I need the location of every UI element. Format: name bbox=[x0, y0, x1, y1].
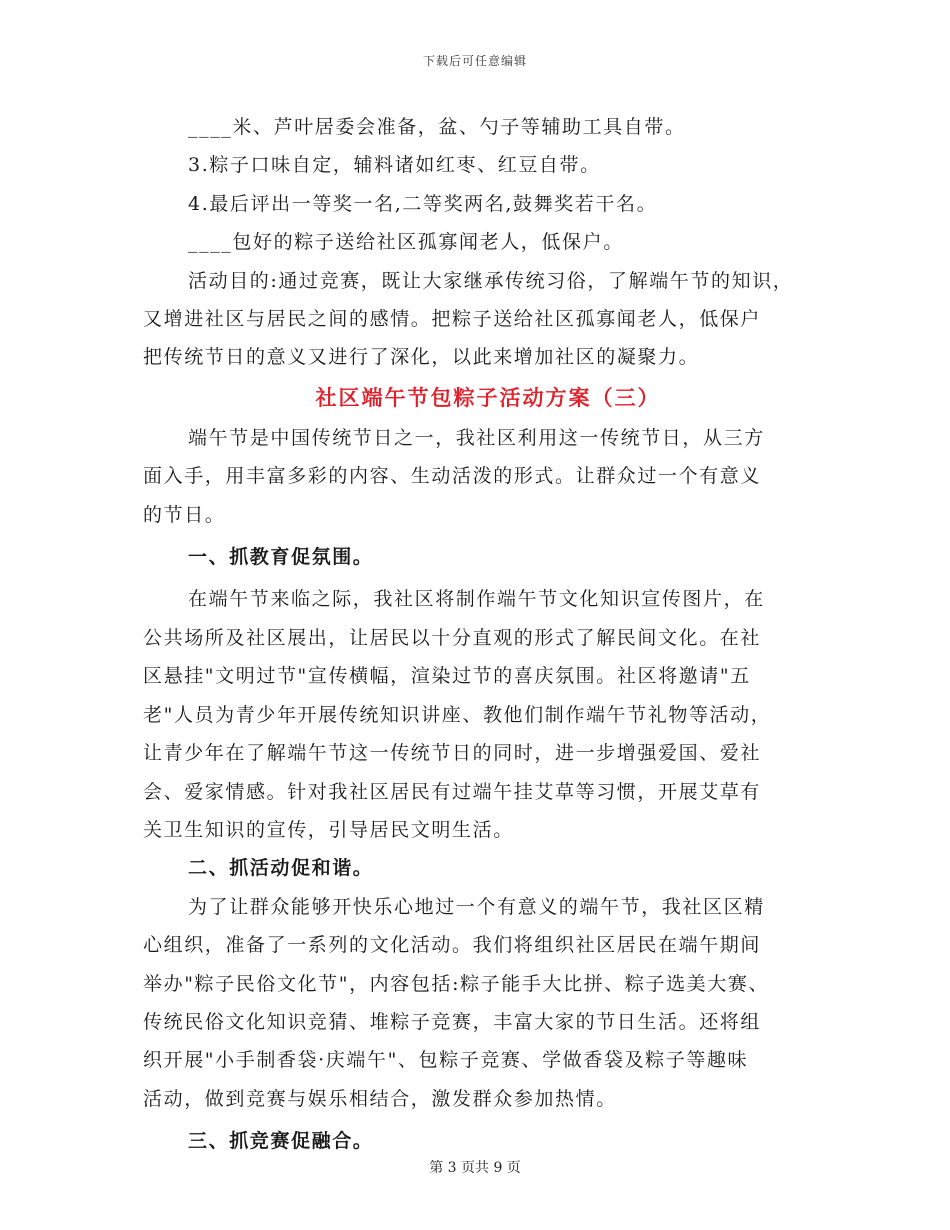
page-content bbox=[143, 108, 823, 1161]
paragraph-line: 活动，做到竞赛与娱乐相结合，激发群众参加热情。 bbox=[143, 1087, 617, 1110]
paragraph-line: 让青少年在了解端午节这一传统节日的同时，进一步增强爱国、爱社 bbox=[143, 742, 762, 765]
intro-line: 把传统节日的意义又进行了深化，以此来增加社区的凝聚力。 bbox=[143, 346, 700, 369]
intro-line: 又增进社区与居民之间的感情。把粽子送给社区孤寡闻老人，低保户 bbox=[143, 308, 762, 331]
intro-line: ____包好的粽子送给社区孤寡闻老人，低保户。 bbox=[188, 231, 624, 254]
paragraph-line: 心组织，准备了一系列的文化活动。我们将组织社区居民在端午期间 bbox=[143, 934, 762, 957]
paragraph-line: 面入手，用丰富多彩的内容、生动活泼的形式。让群众过一个有意义 bbox=[143, 465, 762, 488]
section-title: 社区端午节包粽子活动方案（三） bbox=[315, 384, 661, 410]
paragraph-line: 举办"粽子民俗文化节"，内容包括:粽子能手大比拼、粽子选美大赛、 bbox=[143, 972, 770, 995]
paragraph-line: 传统民俗文化知识竞猜、堆粽子竞赛，丰富大家的节日生活。还将组 bbox=[143, 1010, 762, 1033]
intro-line: 4.最后评出一等奖一名,二等奖两名,鼓舞奖若干名。 bbox=[188, 192, 658, 215]
heading-education: 一、抓教育促氛围。 bbox=[188, 546, 374, 569]
paragraph-line: 会、爱家情感。针对我社区居民有过端午挂艾草等习惯，开展艾草有 bbox=[143, 780, 762, 803]
intro-line: 3.粽子口味自定，辅料诸如红枣、红豆自带。 bbox=[188, 154, 601, 177]
paragraph-line: 端午节是中国传统节日之一，我社区利用这一传统节日，从三方 bbox=[188, 426, 765, 449]
paragraph-line: 老"人员为青少年开展传统知识讲座、教他们制作端午节礼物等活动， bbox=[143, 703, 772, 726]
heading-competition: 三、抓竞赛促融合。 bbox=[188, 1130, 374, 1153]
intro-line: ____米、芦叶居委会准备，盆、勺子等辅助工具自带。 bbox=[188, 116, 686, 138]
paragraph-line: 区悬挂"文明过节"宣传横幅，渲染过节的喜庆氛围。社区将邀请"五 bbox=[143, 665, 751, 688]
page-header: 下载后可任意编辑 bbox=[422, 54, 527, 68]
intro-line: 活动目的:通过竞赛，既让大家继承传统习俗，了解端午节的知识， bbox=[188, 269, 794, 292]
page-footer: 第 3 页共 9 页 bbox=[429, 1160, 521, 1176]
paragraph-line: 为了让群众能够开快乐心地过一个有意义的端午节，我社区区精 bbox=[188, 895, 765, 918]
paragraph-line: 的节日。 bbox=[143, 503, 226, 526]
paragraph-line: 在端午节来临之际，我社区将制作端午节文化知识宣传图片，在 bbox=[188, 588, 765, 611]
heading-activities: 二、抓活动促和谐。 bbox=[188, 857, 374, 880]
paragraph-line: 织开展"小手制香袋·庆端午"、包粽子竞赛、学做香袋及粽子等趣味 bbox=[143, 1049, 749, 1072]
paragraph-line: 关卫生知识的宣传，引导居民文明生活。 bbox=[143, 818, 514, 841]
paragraph-line: 公共场所及社区展出，让居民以十分直观的形式了解民间文化。在社 bbox=[143, 626, 762, 649]
